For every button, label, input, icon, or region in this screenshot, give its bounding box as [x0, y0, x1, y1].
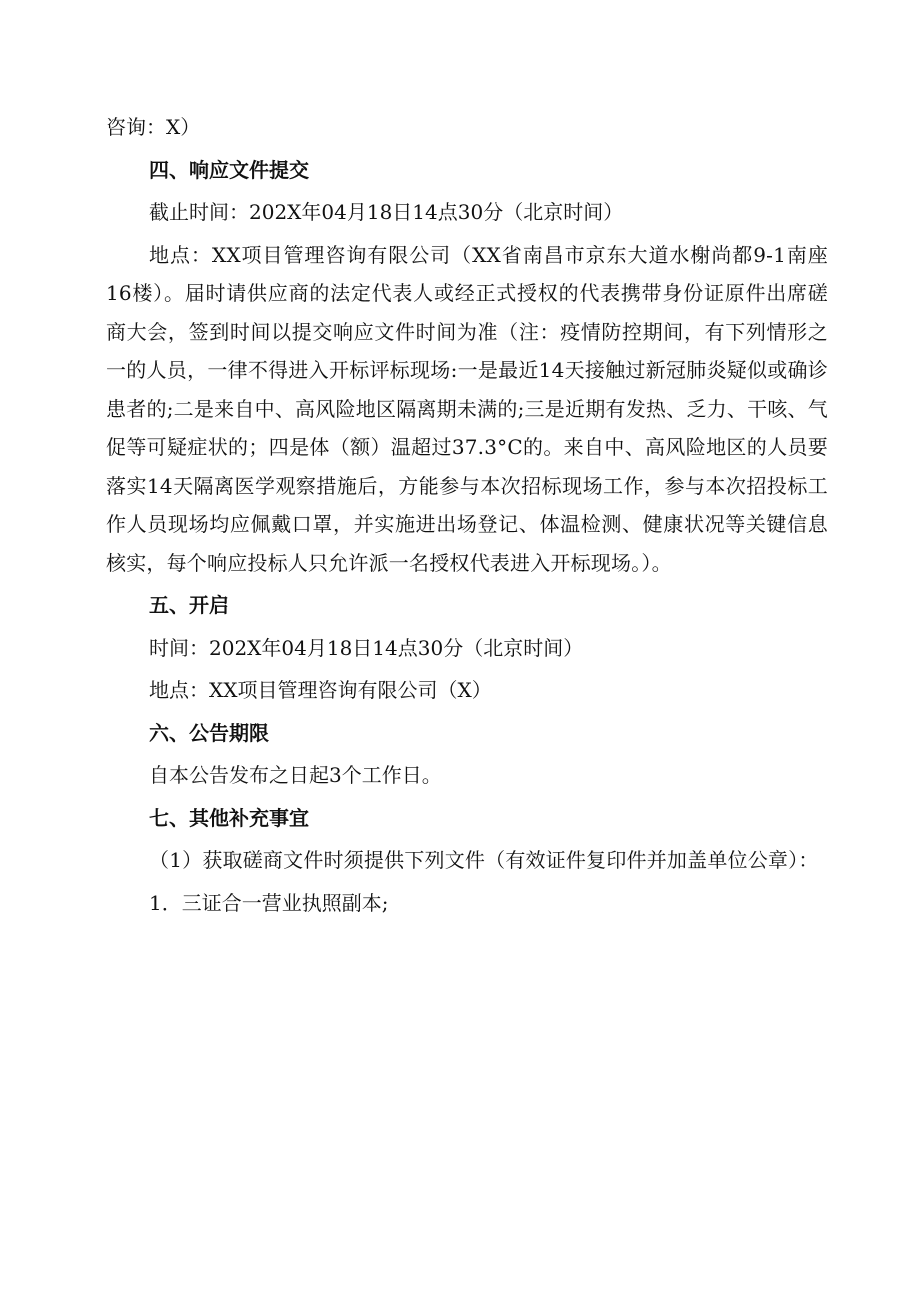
opening-location-line: 地点：XX项目管理咨询有限公司（X）: [149, 678, 492, 702]
section-5-heading: 五、开启: [149, 593, 229, 617]
section-7-heading: 七、其他补充事宜: [149, 805, 309, 830]
notice-period-line: 自本公告发布之日起3个工作日。: [149, 763, 442, 787]
section-4-heading: 四、响应文件提交: [149, 157, 309, 182]
required-documents-paragraph: （1）获取磋商文件时须提供下列文件（有效证件复印件并加盖单位公章）：: [149, 848, 819, 872]
opening-time-line: 时间：202X年04月18日14点30分（北京时间）: [149, 635, 584, 660]
section-6-heading: 六、公告期限: [149, 720, 269, 745]
deadline-line: 截止时间：202X年04月18日14点30分（北京时间）: [149, 200, 624, 224]
document-page: [106, 108, 828, 926]
location-paragraph: 地点：XX项目管理咨询有限公司（XX省南昌市京东大道水榭尚都9-1南座16楼）。届时请供应商的法定代表人或经正式授权的代表携带身份证原件出席磋商大会，签到时间以提交响应文件时间为准（注：疫情防控期间，有下列情形之一的人员，一律不得进入开标评标现场:一是最近14天接触过新冠肺炎疑似或确诊患者的;二是来自中、高风险地区隔离期未满的;三是近期有发热、乏力、干咳、气促等可疑症状的；四是体（额）温超过37.3°C的。来自中、高风险地区的人员要落实14天隔离医学观察措施后，方能参与本次招标现场工作，参与本次招投标工作人员现场均应佩戴口罩，并实施进出场登记、体温检测、健康状况等关键信息核实，每个响应投标人只允许派一名授权代表进入开标现场。）。: [106, 242, 828, 575]
intro-line: 咨询：X）: [106, 115, 201, 139]
required-document-item-1: 1．三证合一营业执照副本;: [149, 890, 389, 915]
